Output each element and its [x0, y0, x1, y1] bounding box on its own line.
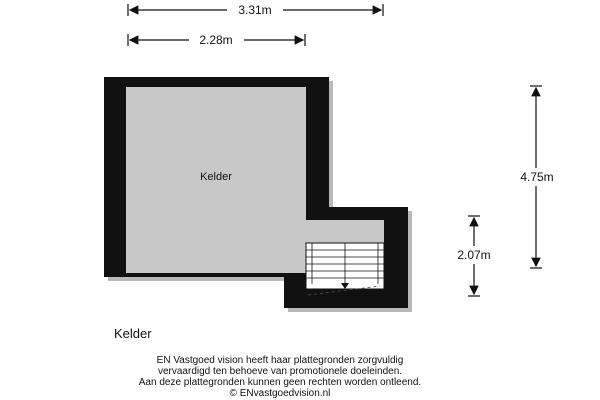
- disclaimer: [0, 355, 560, 399]
- room-label: Kelder: [200, 171, 232, 183]
- dimension-stair-height: [457, 216, 490, 296]
- dimension-right-height: [520, 86, 553, 268]
- floor-title: Kelder: [114, 326, 152, 341]
- disclaimer-line: EN Vastgoed vision heeft haar plattegronden zorgvuldig: [156, 355, 404, 366]
- disclaimer-line: Aan deze plattegronden kunnen geen rechten worden ontleend.: [138, 377, 422, 388]
- dimension-stair-height-label: 2.07m: [457, 248, 491, 262]
- dimension-top-width: [128, 3, 383, 17]
- dimension-right-height-label: 4.75m: [520, 170, 554, 184]
- disclaimer-line: © ENvastgoedvision.nl: [229, 388, 331, 399]
- dimension-top-width-label: 3.31m: [238, 3, 272, 17]
- dimension-inner-width-label: 2.28m: [199, 33, 233, 47]
- staircase: [306, 243, 384, 295]
- disclaimer-line: vervaardigd ten behoeve van promotionele doeleinden.: [157, 366, 403, 377]
- dimension-inner-width: [128, 33, 305, 47]
